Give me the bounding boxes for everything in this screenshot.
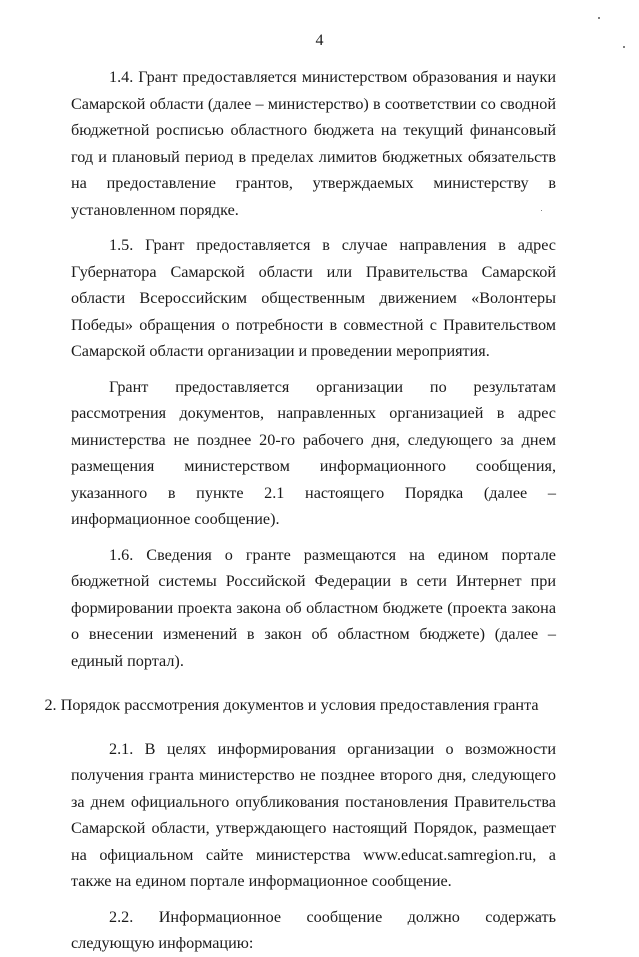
paragraph-1-6: 1.6. Сведения о гранте размещаются на едином портале бюджетной системы Российской Федерации в сети Интернет при формировании проекта закона об областном бюджете (проекта закона о внесении изменений в закон об областном бюджете) (далее – единый портал). xyxy=(71,545,556,670)
section-2-heading: 2. Порядок рассмотрения документов и условия предоставления гранта xyxy=(44,696,539,714)
scan-speck xyxy=(598,17,600,19)
paragraph-1-5: 1.5. Грант предоставляется в случае направления в адрес Губернатора Самарской области или Правительства Самарской области Всероссийским общественным движением «Волонтеры Победы» обращения о потребности в совместной с Правительством Самарской области организации и проведении мероприятия. xyxy=(71,236,556,360)
page-number: 4 xyxy=(315,32,324,49)
paragraph-grant-review: Грант предоставляется организации по результатам рассмотрения документов, направленных организацией в адрес министерства не позднее 20-го рабочего дня, следующего за днем размещения министерством информационного сообщения, указанного в пункте 2.1 настоящего Порядка (далее – информационное сообщение). xyxy=(71,377,556,528)
paragraph-2-2: 2.2. Информационное сообщение должно содержать следующую информацию: xyxy=(71,907,556,952)
paragraph-2-1: 2.1. В целях информирования организации о возможности получения гранта министерство не позднее второго дня, следующего за днем официального опубликования постановления Правительства Самарской области, утверждающего настоящий Порядок, размещает на официальном сайте министерства www.educat.samregion.ru, а также на едином портале информационное сообщение. xyxy=(71,739,556,890)
document-body xyxy=(44,64,556,957)
scan-speck xyxy=(541,210,542,211)
scan-speck xyxy=(623,46,625,48)
paragraph-1-4: 1.4. Грант предоставляется министерством образования и науки Самарской области (далее – министерство) в соответствии со сводной бюджетной росписью областного бюджета на текущий финансовый год и плановый период в пределах лимитов бюджетных обязательств на предоставление грантов, утверждаемых министерству в установленном порядке. xyxy=(71,68,556,219)
